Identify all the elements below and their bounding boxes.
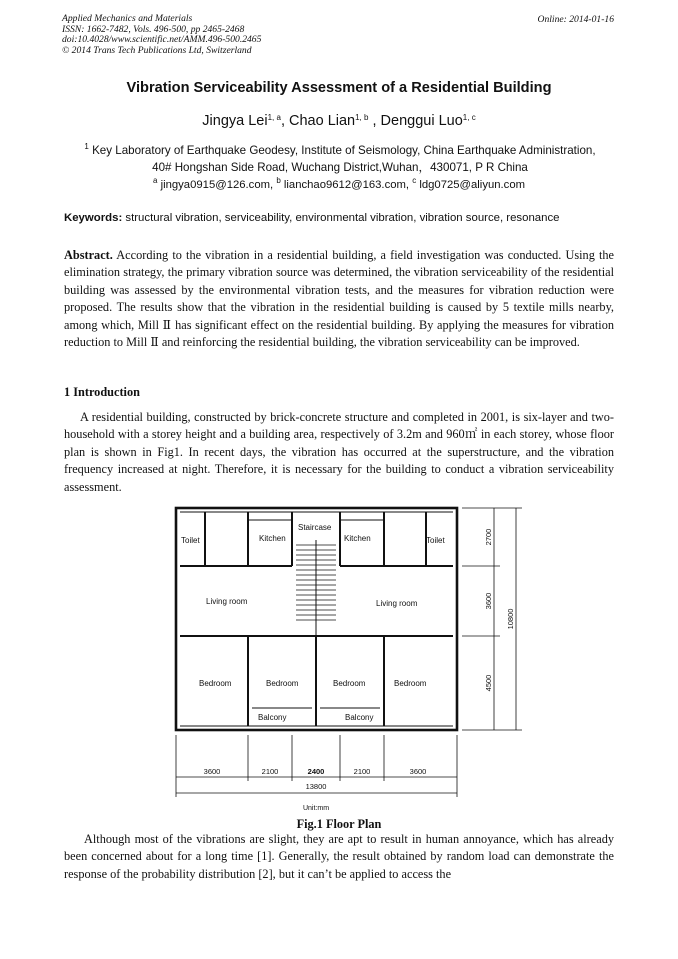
dim-value: 3600 <box>409 767 427 776</box>
room-label: Toilet <box>426 536 445 545</box>
room-label: Balcony <box>258 713 287 722</box>
room-label: Bedroom <box>333 679 366 688</box>
dim-value: 3600 <box>484 592 493 610</box>
section-heading: 1 Introduction <box>64 385 140 399</box>
room-label: Bedroom <box>394 679 427 688</box>
dim-value: 2100 <box>261 767 279 776</box>
abstract-label: Abstract. <box>64 248 113 262</box>
room-label: Kitchen <box>259 534 286 543</box>
author-sep: , <box>368 113 381 129</box>
room-label: Bedroom <box>199 679 232 688</box>
dim-total-width: 13800 <box>305 782 327 791</box>
room-label: Toilet <box>181 536 200 545</box>
intro-paragraph: A residential building, constructed by brick-concrete structure and completed in 2001, is six-layer and two-household with a storey height and a building area, respectively of 3.2m and 960㎡ in each storey, whose floor plan is shown in Fig1. In recent days, the vibration has occurred at the superstructure, and the vibration frequency increased at night. Therefore, it is necessary for the building to conduct a vibration serviceability assessment. <box>64 410 614 494</box>
copyright: © 2014 Trans Tech Publications Ltd, Switzerland <box>62 44 252 56</box>
room-label: Bedroom <box>266 679 299 688</box>
author-sup: 1, b <box>355 113 369 122</box>
affiliation-line2: 40# Hongshan Side Road, Wuchang District,Wuhan，430071, P R China <box>152 161 528 174</box>
room-label: Living room <box>206 597 248 606</box>
keywords-text: structural vibration, serviceability, environmental vibration, vibration source, resonance <box>122 212 560 224</box>
dim-value: 2700 <box>484 528 493 546</box>
author-name: Denggui Luo <box>380 113 463 129</box>
email-link[interactable]: ldg0725@aliyun.com <box>419 179 526 191</box>
author-sup: 1, c <box>462 113 476 122</box>
dim-value: 4500 <box>484 674 493 692</box>
room-label: Kitchen <box>344 534 371 543</box>
abstract-text: According to the vibration in a residential building, a field investigation was conducted. Using the elimination strategy, the primary vibration source was determined, the vibration serviceability of the residential building was assessed by the environmental vibration tests, and the measures for vibration reduction were proposed. The results show that the vibration in the residential building is caused by 5 textile mills nearby, among which, Mill Ⅱ has significant effect on the residential building. By applying the measures for vibration reduction to Mill Ⅱ and reinforcing the residential building, the vibration serviceability can be improved. <box>64 248 614 350</box>
affiliation-sup: 1 <box>84 142 89 151</box>
body-paragraph: Although most of the vibrations are slight, they are apt to result in human annoyance, which has already been concerned about for a long time [1]. Generally, the result obtained by random load can demonstrate the response of the probability distribution [2], but it can’t be applied to access the <box>64 832 614 881</box>
author-sep: , <box>280 113 289 129</box>
dim-value: 2400 <box>307 767 325 776</box>
paper-title: Vibration Serviceability Assessment of a Residential Building <box>126 80 552 96</box>
online-date: Online: 2014-01-16 <box>537 14 614 25</box>
room-label: Balcony <box>345 713 374 722</box>
author-name: Chao Lian <box>289 113 356 129</box>
email-sup: b <box>276 176 281 185</box>
author-name: Jingya Lei <box>202 113 268 129</box>
email-link[interactable]: lianchao9612@163.com <box>283 179 406 191</box>
author-sup: 1, a <box>267 113 281 122</box>
dim-value: 3600 <box>203 767 221 776</box>
affiliation-line1: Key Laboratory of Earthquake Geodesy, Institute of Seismology, China Earthquake Administration, <box>92 144 596 157</box>
dim-value: 2100 <box>353 767 371 776</box>
figure-caption: Fig.1 Floor Plan <box>296 817 382 831</box>
email-sep: , <box>270 179 277 191</box>
email-sup: a <box>152 176 158 185</box>
room-label: Staircase <box>298 523 332 532</box>
unit-label: Unit:mm <box>302 805 330 812</box>
doi: doi:10.4028/www.scientific.net/AMM.496-500.2465 <box>62 34 262 46</box>
email-sep: , <box>405 179 413 191</box>
dim-total-depth: 10800 <box>506 608 515 630</box>
keywords-label: Keywords: <box>64 212 123 224</box>
floor-plan-drawing <box>176 508 522 797</box>
issn: ISSN: 1662-7482, Vols. 496-500, pp 2465-2468 <box>62 23 245 35</box>
email-sup: c <box>412 176 417 185</box>
email-link[interactable]: jingya0915@126.com <box>160 179 271 191</box>
journal-name: Applied Mechanics and Materials <box>62 13 193 24</box>
room-label: Living room <box>376 599 418 608</box>
